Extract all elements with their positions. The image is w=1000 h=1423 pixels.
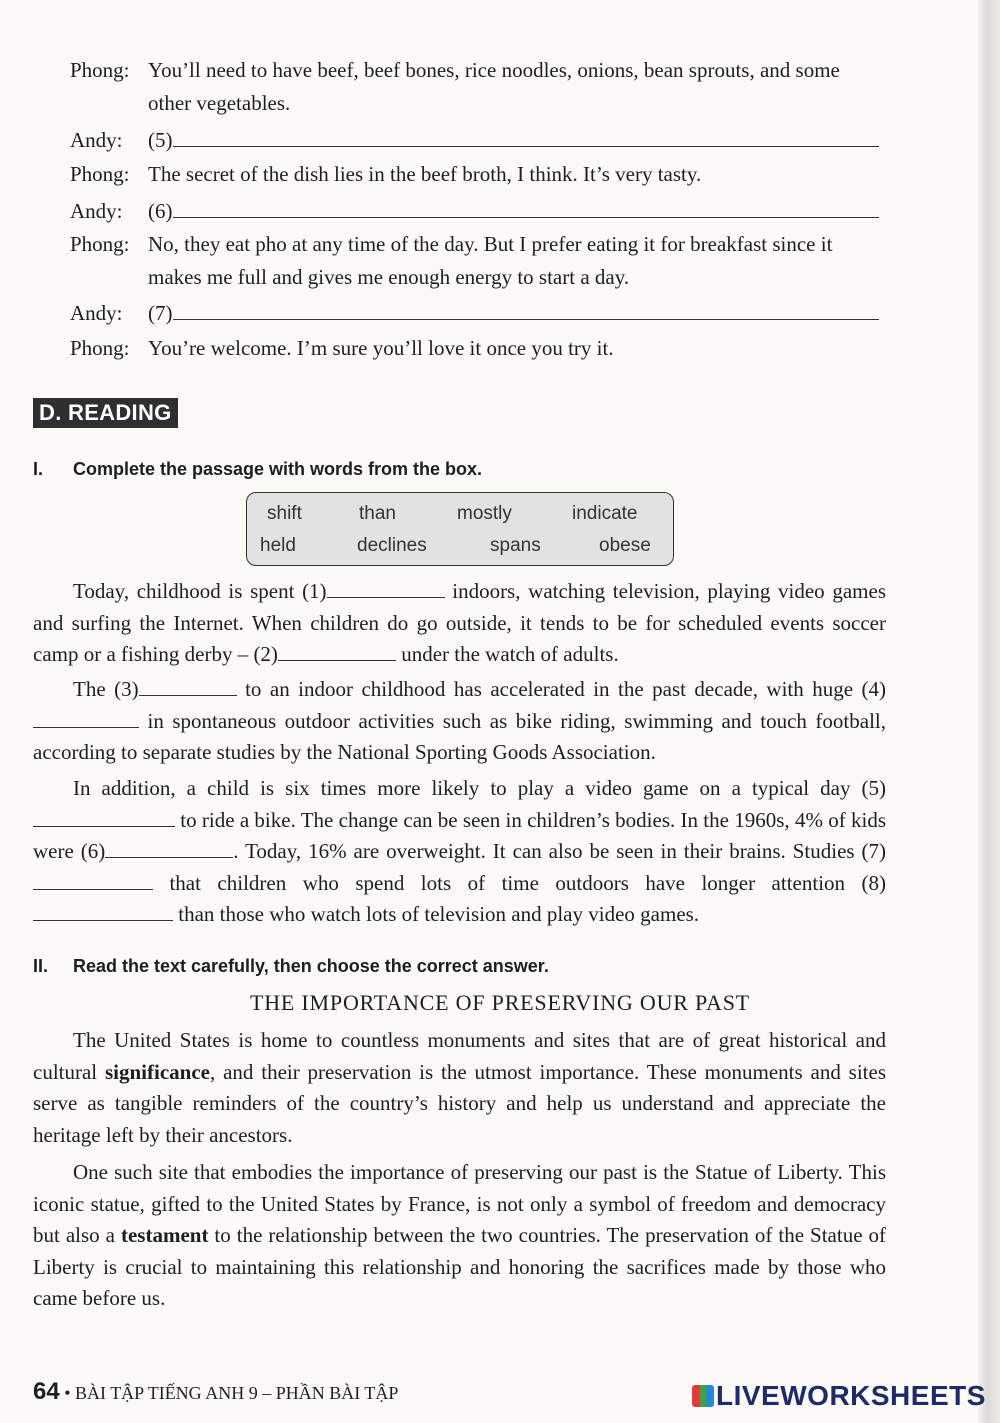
word-box-item: held: [260, 535, 296, 556]
passage-paragraph: [33, 674, 886, 769]
keyword-significance: significance: [104, 1059, 210, 1084]
speaker: Andy:: [70, 128, 123, 152]
dialogue-text: No, they eat pho at any time of the day. But I prefer eating it for breakfast since it makes me full and gives me enough energy to start a day.: [148, 232, 833, 289]
word-box-item: obese: [599, 535, 651, 556]
liveworksheets-icon: [692, 1385, 714, 1407]
dialogue-text: The secret of the dish lies in the beef broth, I think. It’s very tasty.: [148, 162, 702, 186]
exercise-2-instruction: [33, 956, 549, 977]
liveworksheets-logo: [692, 1380, 986, 1412]
passage-text: Today, childhood is spent (1): [73, 579, 327, 603]
passage-text: In addition, a child is six times more likely to play a video game on a typical day (5): [73, 776, 886, 800]
word-box: [246, 492, 674, 566]
answer-blank-6[interactable]: [105, 839, 233, 858]
exercise-number: I.: [33, 459, 44, 479]
dialogue-text: You’re welcome. I’m sure you’ll love it once you try it.: [148, 336, 614, 360]
blank-number: (5): [148, 128, 173, 152]
reading-text: , and their preservation is the utmost importance. These monuments and sites serve as tangible reminders of the country’s history and help us understand and appreciate the heritage left by their ancestors.: [33, 1059, 886, 1147]
watermark-text: LIVEWORKSHEETS: [716, 1380, 986, 1411]
answer-blank-3[interactable]: [139, 677, 237, 696]
answer-blank-5[interactable]: [173, 126, 879, 147]
passage-text: in spontaneous outdoor activities such as bike riding, swimming and touch football, according to separate studies by the National Sporting Goods Association.: [33, 708, 886, 764]
word-box-item: indicate: [572, 503, 638, 524]
reading-title: THE IMPORTANCE OF PRESERVING OUR PAST: [249, 990, 751, 1015]
book-title: BÀI TẬP TIẾNG ANH 9 – PHẦN BÀI TẬP: [75, 1383, 399, 1403]
speaker: Phong:: [70, 162, 130, 186]
reading-paragraph: [33, 1157, 886, 1315]
dialogue-text: You’ll need to have beef, beef bones, rice noodles, onions, bean sprouts, and some other vegetables.: [148, 58, 840, 115]
speaker: Andy:: [70, 199, 123, 223]
reading-text: The United States is home to countless monuments and sites that are of great historical and cultural: [33, 1028, 886, 1084]
word-box-item: declines: [357, 535, 427, 556]
page-footer: [33, 1378, 398, 1406]
passage-text: to ride a bike. The change can be seen in children’s bodies. In the 1960s, 4% of kids were (6): [33, 807, 886, 863]
answer-blank-6[interactable]: [173, 197, 879, 218]
keyword-testament: testament: [120, 1223, 209, 1247]
answer-blank-7[interactable]: [173, 299, 879, 320]
exercise-1-instruction: [33, 459, 482, 480]
reading-paragraph: [33, 1025, 886, 1151]
speaker: Phong:: [70, 336, 130, 360]
word-box-item: shift: [267, 503, 302, 524]
speaker: Phong:: [70, 232, 130, 256]
passage-text: to an indoor childhood has accelerated in the past decade, with huge (4): [236, 677, 886, 701]
word-box-item: than: [359, 503, 396, 524]
answer-blank-5[interactable]: [33, 808, 175, 827]
answer-blank-1[interactable]: [327, 579, 445, 598]
passage-text: than those who watch lots of television and play video games.: [173, 902, 700, 926]
dialogue-line: [70, 297, 886, 330]
exercise-number: II.: [33, 956, 49, 976]
word-box-item: mostly: [457, 503, 512, 524]
dialogue-line: [70, 332, 886, 365]
answer-blank-4[interactable]: [33, 709, 139, 728]
passage-text: The (3): [73, 677, 139, 701]
instruction-text: Read the text carefully, then choose the correct answer.: [73, 956, 549, 976]
footer-separator: •: [59, 1383, 76, 1403]
blank-number: (6): [148, 199, 173, 223]
dialogue-line: [70, 54, 886, 120]
passage-text: under the watch of adults.: [395, 642, 619, 666]
speaker: Andy:: [70, 301, 123, 325]
dialogue-line: [70, 228, 886, 294]
blank-number: (7): [148, 301, 173, 325]
word-box-item: spans: [490, 535, 541, 556]
answer-blank-7[interactable]: [33, 871, 153, 890]
reading-text: to the relationship between the two countries. The preservation of the Statue of Liberty is crucial to maintaining this relationship and honoring the sacrifices made by those who came before us.: [33, 1223, 887, 1310]
passage-paragraph: [33, 576, 886, 671]
instruction-text: Complete the passage with words from the box.: [73, 459, 483, 479]
passage-text: indoors, watching television, playing video games and surfing the Internet. When children do go outside, it tends to be for scheduled events soccer camp or a fishing derby – (2): [33, 579, 886, 666]
passage-paragraph: [33, 773, 886, 931]
page-edge-shadow: [978, 0, 1000, 1423]
speaker: Phong:: [70, 58, 130, 82]
dialogue-line: [70, 195, 886, 228]
dialogue-line: [70, 124, 886, 157]
passage-text: . Today, 16% are overweight. It can also be seen in their brains. Studies (7): [233, 839, 886, 863]
answer-blank-8[interactable]: [33, 902, 173, 921]
passage-text: that children who spend lots of time outdoors have longer attention (8): [153, 870, 886, 895]
reading-text: One such site that embodies the importance of preserving our past is the Statue of Liberty. This iconic statue, gifted to the United States by France, is not only a symbol of freedom and democracy but also a: [33, 1160, 886, 1247]
answer-blank-2[interactable]: [278, 642, 396, 661]
page-number: 64: [33, 1378, 60, 1405]
dialogue-line: [70, 158, 886, 191]
section-heading: D. READING: [33, 398, 178, 428]
